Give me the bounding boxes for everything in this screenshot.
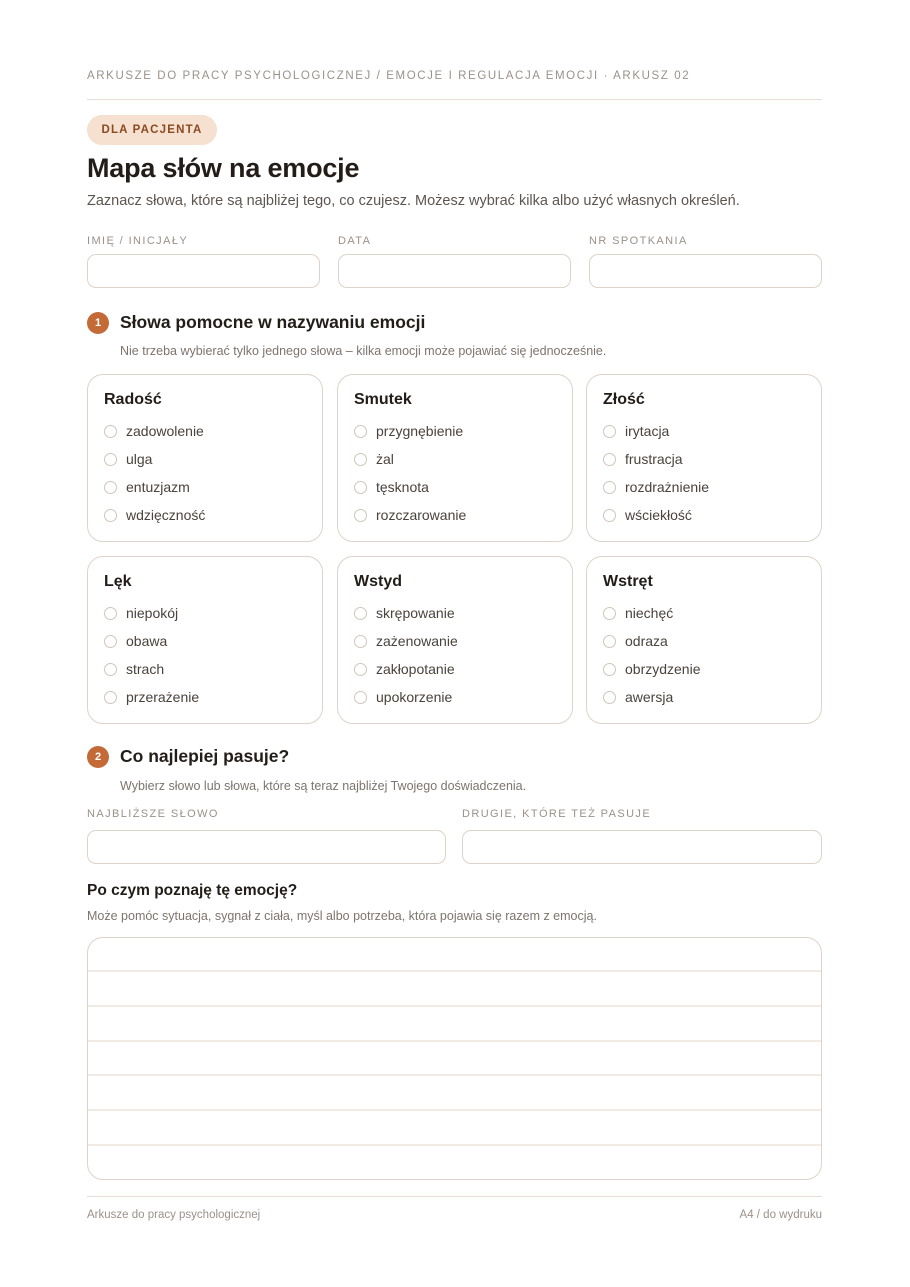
emotion-option[interactable]	[104, 688, 199, 706]
checkbox-icon[interactable]	[603, 509, 616, 522]
checkbox-icon[interactable]	[104, 691, 117, 704]
checkbox-icon[interactable]	[603, 691, 616, 704]
checkbox-icon[interactable]	[104, 425, 117, 438]
checkbox-icon[interactable]	[603, 453, 616, 466]
checkbox-icon[interactable]	[104, 509, 117, 522]
checkbox-icon[interactable]	[354, 425, 367, 438]
checkbox-icon[interactable]	[104, 607, 117, 620]
emotion-option-label: ulga	[126, 451, 153, 467]
footer-series-name: Arkusze do pracy psychologicznej	[87, 1209, 261, 1221]
emotion-option-label: strach	[126, 661, 165, 677]
section-1-number: 1	[87, 312, 109, 334]
section-2-number: 2	[87, 746, 109, 768]
emotion-option[interactable]	[354, 660, 455, 678]
checkbox-icon[interactable]	[603, 635, 616, 648]
checkbox-icon[interactable]	[603, 425, 616, 438]
emotion-card-title: Wstręt	[603, 573, 653, 590]
emotion-option[interactable]	[354, 604, 455, 622]
emotion-option[interactable]	[104, 422, 204, 440]
worksheet-page	[87, 0, 822, 1287]
emotion-option[interactable]	[603, 478, 709, 496]
checkbox-icon[interactable]	[354, 509, 367, 522]
emotion-option[interactable]	[104, 660, 164, 678]
date-field[interactable]	[338, 254, 571, 288]
note-line	[88, 1144, 822, 1146]
checkbox-icon[interactable]	[603, 481, 616, 494]
emotion-option-label: frustracja	[625, 451, 683, 467]
emotion-option-label: niepokój	[126, 605, 179, 621]
page-title: Mapa słów na emocje	[87, 153, 360, 183]
second-word-field[interactable]	[462, 830, 822, 864]
emotion-option[interactable]	[104, 450, 152, 468]
footer-format-note: A4 / do wydruku	[739, 1209, 822, 1221]
page-subtitle: Zaznacz słowa, które są najbliżej tego, co czujesz. Możesz wybrać kilka albo użyć własnych określeń.	[87, 193, 740, 209]
audience-badge: DLA PACJENTA	[87, 115, 217, 145]
checkbox-icon[interactable]	[603, 663, 616, 676]
note-line	[88, 1040, 822, 1042]
note-line	[88, 1109, 822, 1111]
emotion-option-label: przygnębienie	[376, 423, 464, 439]
session-number-field[interactable]	[589, 254, 822, 288]
emotion-card-title: Lęk	[104, 573, 132, 590]
emotion-option[interactable]	[354, 422, 463, 440]
emotion-option[interactable]	[603, 450, 683, 468]
emotion-option[interactable]	[104, 604, 178, 622]
emotion-card-wstret	[586, 556, 822, 724]
recognition-description: Może pomóc sytuacja, sygnał z ciała, myśl albo potrzeba, która pojawia się razem z emocją.	[87, 909, 597, 923]
section-2-title: Co najlepiej pasuje?	[120, 746, 290, 766]
emotion-card-smutek	[337, 374, 573, 542]
emotion-option[interactable]	[354, 632, 458, 650]
emotion-option-label: obawa	[126, 633, 168, 649]
date-field-label: DATA	[338, 235, 372, 247]
emotion-card-title: Radość	[104, 391, 162, 408]
emotion-card-zlosc	[586, 374, 822, 542]
emotion-option[interactable]	[603, 660, 701, 678]
emotion-option[interactable]	[104, 478, 190, 496]
section-2-description: Wybierz słowo lub słowa, które są teraz najbliżej Twojego doświadczenia.	[120, 779, 527, 793]
checkbox-icon[interactable]	[354, 663, 367, 676]
emotion-option[interactable]	[354, 450, 394, 468]
emotion-option-label: upokorzenie	[376, 689, 453, 705]
emotion-option-label: zadowolenie	[126, 423, 204, 439]
emotion-option[interactable]	[603, 632, 668, 650]
emotion-option-label: odraza	[625, 633, 668, 649]
emotion-card-title: Smutek	[354, 391, 412, 408]
emotion-option[interactable]	[603, 506, 692, 524]
checkbox-icon[interactable]	[354, 607, 367, 620]
emotion-option-label: skrępowanie	[376, 605, 455, 621]
emotion-option-label: niechęć	[625, 605, 674, 621]
emotion-option[interactable]	[354, 478, 429, 496]
emotion-option-label: zakłopotanie	[376, 661, 455, 677]
second-word-label: DRUGIE, KTÓRE TEŻ PASUJE	[462, 808, 652, 820]
emotion-option-label: irytacja	[625, 423, 670, 439]
emotion-option-label: przerażenie	[126, 689, 200, 705]
emotion-option[interactable]	[104, 632, 167, 650]
closest-word-field[interactable]	[87, 830, 446, 864]
checkbox-icon[interactable]	[104, 481, 117, 494]
checkbox-icon[interactable]	[104, 453, 117, 466]
note-line	[88, 970, 822, 972]
emotion-option-label: entuzjazm	[126, 479, 190, 495]
emotion-option[interactable]	[603, 688, 673, 706]
top-divider	[87, 99, 822, 100]
emotion-option[interactable]	[603, 422, 669, 440]
recognition-heading: Po czym poznaję tę emocję?	[87, 882, 298, 899]
emotion-option-label: obrzydzenie	[625, 661, 701, 677]
session-number-field-label: NR SPOTKANIA	[589, 235, 688, 247]
note-line	[88, 1005, 822, 1007]
notes-textarea[interactable]	[87, 937, 822, 1180]
closest-word-label: NAJBLIŻSZE SŁOWO	[87, 808, 219, 820]
emotion-option-label: rozczarowanie	[376, 507, 467, 523]
checkbox-icon[interactable]	[354, 691, 367, 704]
checkbox-icon[interactable]	[603, 607, 616, 620]
emotion-card-title: Wstyd	[354, 573, 402, 590]
emotion-option[interactable]	[354, 506, 466, 524]
emotion-option-label: zażenowanie	[376, 633, 458, 649]
emotion-option-label: wściekłość	[625, 507, 692, 523]
emotion-option-label: wdzięczność	[126, 507, 206, 523]
checkbox-icon[interactable]	[104, 663, 117, 676]
checkbox-icon[interactable]	[354, 481, 367, 494]
breadcrumb: ARKUSZE DO PRACY PSYCHOLOGICZNEJ / EMOCJE I REGULACJA EMOCJI · ARKUSZ 02	[87, 70, 691, 82]
bottom-divider	[87, 1196, 822, 1197]
emotion-card-radosc	[87, 374, 323, 542]
emotion-card-title: Złość	[603, 391, 645, 408]
emotion-card-wstyd	[337, 556, 573, 724]
emotion-option-label: awersja	[625, 689, 674, 705]
emotion-option[interactable]	[603, 604, 673, 622]
section-1-description: Nie trzeba wybierać tylko jednego słowa – kilka emocji może pojawiać się jednocześnie.	[120, 344, 607, 358]
emotion-option[interactable]	[104, 506, 205, 524]
section-1-title: Słowa pomocne w nazywaniu emocji	[120, 312, 426, 332]
emotion-option[interactable]	[354, 688, 452, 706]
checkbox-icon[interactable]	[104, 635, 117, 648]
checkbox-icon[interactable]	[354, 453, 367, 466]
checkbox-icon[interactable]	[354, 635, 367, 648]
name-field[interactable]	[87, 254, 320, 288]
emotion-option-label: rozdrażnienie	[625, 479, 710, 495]
emotion-option-label: tęsknota	[376, 479, 429, 495]
emotion-card-lek	[87, 556, 323, 724]
note-line	[88, 1074, 822, 1076]
name-field-label: IMIĘ / INICJAŁY	[87, 235, 189, 247]
emotion-option-label: żal	[376, 451, 394, 467]
